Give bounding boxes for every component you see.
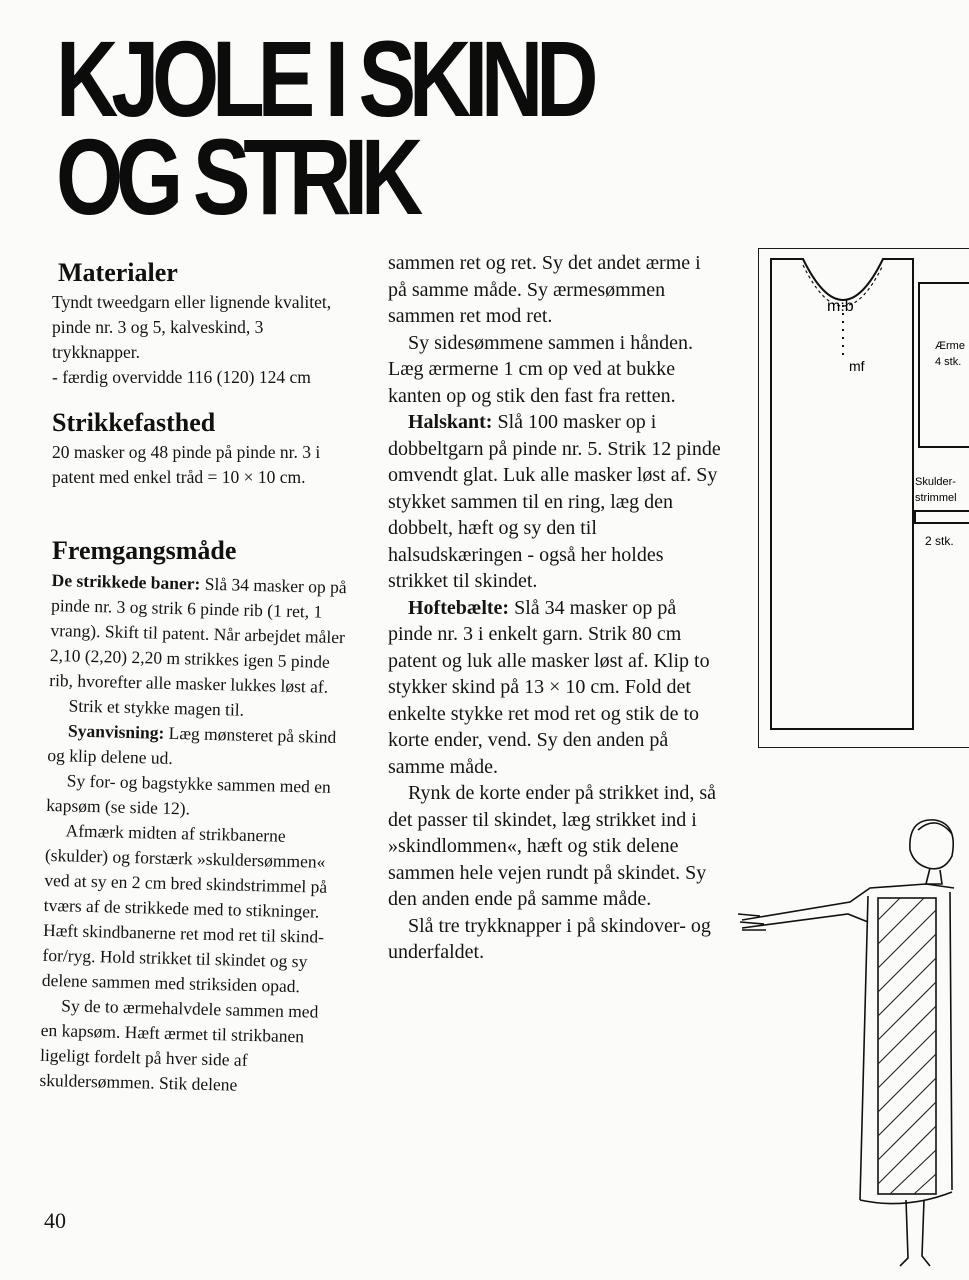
paragraph-afmaerk: Afmærk midten af strikbanerne (skulder) og forstærk »skuldersømmen« ved at sy en 2 cm bred skindstrimmel på tværs af de strikkede med to stikninger. Hæft skindbanerne ret mod ret til skind-for/ryg. Hold strikket til skindet og sy delene sammen med striksiden opad. — [41, 820, 328, 997]
label-strimmel: strimmel — [915, 492, 957, 504]
label-strimmel-count: 2 stk. — [925, 534, 954, 548]
paragraph-for-bagstykke: Sy for- og bagstykke sammen med en kapsøm (se side 12). — [45, 770, 332, 819]
text-strikkede-baner: Slå 34 masker op på pinde nr. 3 og strik 6 pinde rib (1 ret, 1 vrang). Skift til patent. Når arbejdet måler 2,10 (2,20) 2,20 m strikkes igen 5 pinde rib, hvorefter alle masker lukkes løst af. — [49, 573, 347, 697]
paragraph-aerme-sammen: sammen ret og ret. Sy det andet ærme i på samme måde. Sy ærmesømmen sammen ret mod ret. — [388, 252, 701, 327]
sketch-knit-hatching — [878, 898, 936, 1194]
label-hoftebaelte: Hoftebælte: — [408, 596, 510, 619]
label-strikkede-baner: De strikkede baner: — [51, 569, 201, 594]
paragraph-magen-til: Strik et stykke magen til. — [68, 695, 245, 720]
sketch-legs — [900, 1200, 930, 1266]
title-line-2: OG STRIK — [56, 116, 417, 237]
sketch-neck — [926, 868, 942, 884]
materialer-text-1: Tyndt tweedgarn eller lignende kvalitet, pinde nr. 3 og 5, kalveskind, 3 trykknapper. — [52, 292, 332, 362]
paragraph-sidesomme: Sy sidesømmene sammen i hånden. Læg ærmerne 1 cm op ved at bukke kanten op og stik den fast fra retten. — [388, 331, 693, 407]
materialer-text-2: - færdig overvidde 116 (120) 124 cm — [52, 367, 311, 387]
paragraph-aermehalvdele: Sy de to ærmehalvdele sammen med en kapsøm. Hæft ærmet til strikbanen ligeligt fordelt på hver side af skuldersømmen. Stik delene — [39, 995, 319, 1095]
label-mb: m:b — [827, 298, 854, 315]
pattern-diagram — [758, 248, 969, 748]
label-aerme: Ærme — [935, 340, 965, 352]
sketch-dress-left-edge — [860, 896, 868, 1200]
text-syanvisning: Læg mønsteret på skind og klip delene ud. — [47, 722, 337, 769]
label-aerme-count: 4 stk. — [935, 356, 962, 368]
label-mf: mf — [849, 358, 865, 374]
page-number: 40 — [44, 1208, 66, 1233]
left-column — [39, 256, 348, 1095]
paragraph-hoftebaelte — [388, 595, 724, 781]
label-skulder: Skulder- — [915, 476, 956, 488]
label-halskant: Halskant: — [408, 411, 493, 433]
sketch-head — [910, 820, 953, 869]
title-line-1: KJOLE I SKIND — [56, 18, 592, 139]
fremgangsmaade-heading: Fremgangsmåde — [52, 536, 237, 565]
text-halskant: Slå 100 masker op i dobbeltgarn på pinde nr. 5. Strik 12 pinde omvendt glat. Luk alle masker løst af. Sy stykket sammen til en ring, læg den dobbelt, hæft og sy den til halsudskæringen - også her holdes strikket til skindet. — [388, 411, 721, 592]
right-column — [388, 250, 724, 966]
strikkefasthed-text: 20 masker og 48 pinde på pinde nr. 3 i patent med enkel tråd = 10 × 10 cm. — [52, 442, 321, 487]
article-title — [56, 18, 592, 237]
shoulder-strip-piece — [915, 511, 969, 523]
paragraph-halskant — [388, 409, 724, 595]
materialer-heading: Materialer — [58, 258, 178, 287]
paragraph-strikkede-baner — [49, 568, 348, 700]
text-hoftebaelte: Slå 34 masker op på pinde nr. 3 i enkelt garn. Strik 80 cm patent og luk alle masker løst af. Klip to stykker skind på 13 × 10 cm. Fold det enkelte stykke ret mod ret og stik de to korte ender, vend. Sy den anden på samme måde. — [388, 596, 710, 778]
sketch-dress-right-edge — [950, 892, 952, 1190]
fashion-sketch — [730, 810, 960, 1270]
label-syanvisning: Syanvisning: — [67, 720, 165, 743]
pattern-diagram-svg — [759, 249, 969, 747]
strikkefasthed-heading: Strikkefasthed — [52, 408, 216, 437]
fremgangsmaade-body — [39, 568, 348, 1100]
paragraph-rynk: Rynk de korte ender på strikket ind, så det passer til skindet, læg strikket ind i »skindlommen«, hæft og stik delene sammen hele vejen rundt på skindet. Sy den anden ende på samme måde. — [388, 782, 717, 910]
paragraph-syanvisning — [47, 718, 344, 775]
paragraph-trykknapper: Slå tre trykknapper i på skindover- og underfaldet. — [388, 914, 711, 963]
